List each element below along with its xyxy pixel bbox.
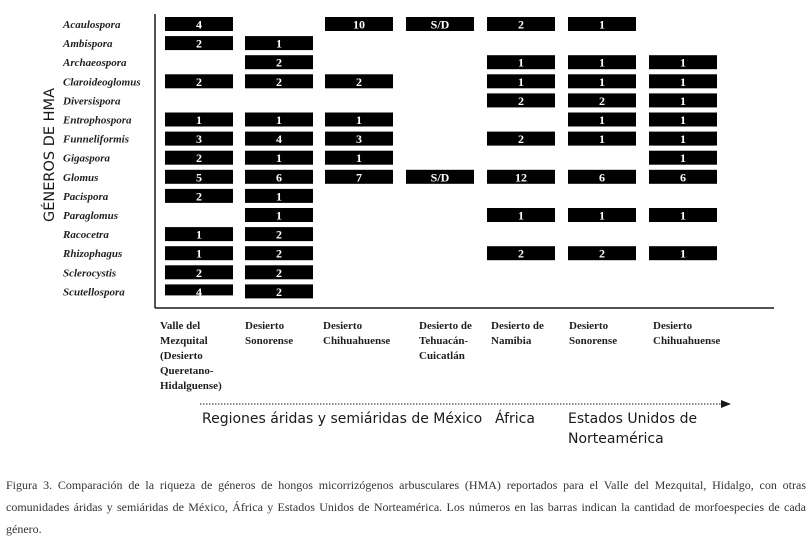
region-label: Namibia (491, 335, 532, 347)
count-label: S/D (430, 17, 450, 32)
count-label: 1 (276, 189, 282, 204)
genus-label: Funneliformis (63, 133, 130, 146)
genus-label: Claroideoglomus (63, 76, 141, 89)
count-label: 1 (599, 17, 605, 32)
count-label: 1 (356, 151, 362, 166)
count-label: 2 (276, 74, 282, 89)
region-label: Chihuahuense (653, 335, 721, 347)
count-label: 1 (196, 113, 202, 127)
genus-label: Ambispora (63, 38, 113, 51)
region-label: Desierto de (419, 320, 472, 332)
genus-label: Paraglomus (63, 210, 119, 222)
count-label: 1 (680, 246, 686, 261)
group-label-usa: Estados Unidos de (568, 411, 698, 427)
genus-label: Glomus (63, 171, 99, 184)
count-label: 1 (680, 151, 686, 166)
genus-label: Pacispora (63, 190, 109, 203)
count-label: 2 (196, 151, 202, 166)
count-label: 6 (680, 170, 686, 185)
count-label: 2 (599, 246, 605, 261)
region-label: Sonorense (569, 335, 618, 347)
genus-label: Entrophospora (63, 114, 132, 127)
count-label: 4 (196, 284, 202, 299)
count-label: 4 (276, 132, 282, 147)
count-label: 1 (276, 208, 282, 223)
count-label: 12 (515, 170, 527, 185)
count-label: 4 (196, 17, 202, 32)
count-label: 2 (518, 246, 524, 261)
region-label: Desierto de (491, 320, 544, 332)
count-label: 1 (518, 74, 524, 89)
count-label: 1 (518, 208, 524, 223)
count-label: 2 (518, 132, 524, 147)
region-label: Queretano- (160, 365, 214, 377)
count-label: 1 (276, 113, 282, 127)
region-label: Desierto (323, 320, 363, 332)
count-label: 6 (276, 170, 282, 185)
count-label: 1 (599, 113, 605, 127)
count-label: 3 (356, 132, 362, 147)
count-label: 5 (196, 170, 202, 185)
region-label: Hidalguense) (160, 380, 222, 392)
count-label: 1 (276, 36, 282, 51)
count-label: 2 (518, 17, 524, 32)
count-label: 2 (276, 284, 282, 299)
region-label: Valle del (160, 320, 201, 332)
region-label: Cuicatlán (419, 350, 465, 362)
count-label: 2 (196, 36, 202, 51)
count-label: 1 (356, 113, 362, 127)
count-label: 1 (196, 227, 202, 242)
count-label: 1 (680, 74, 686, 89)
region-label: Sonorense (245, 335, 294, 347)
count-label: 1 (680, 93, 686, 108)
count-label: 2 (276, 55, 282, 70)
count-label: 2 (196, 265, 202, 280)
region-label: (Desierto (160, 350, 203, 362)
region-label: Desierto (245, 320, 285, 332)
count-label: 1 (599, 55, 605, 70)
count-label: 1 (680, 113, 686, 127)
count-label: 2 (196, 74, 202, 89)
count-label: S/D (430, 170, 450, 185)
genus-label: Scutellospora (63, 286, 125, 299)
region-label: Desierto (653, 320, 693, 332)
figure-caption: Figura 3. Comparación de la riqueza de géneros de hongos micorrizógenos arbusculares (HMA) reportados para el Valle del Mezquital, Hidalgo, con otras comunidades áridas y semiáridas de México, África y Estados Unidos de Norteamérica. Los números en las barras indican la cantidad de morfoespecies de cada género. (6, 478, 806, 536)
genus-label: Sclerocystis (63, 267, 117, 280)
count-label: 2 (599, 93, 605, 108)
count-label: 2 (276, 265, 282, 280)
group-label-mexico: Regiones áridas y semiáridas de México (202, 411, 483, 427)
group-arrow-head (721, 400, 731, 408)
count-label: 10 (353, 17, 365, 32)
genus-label: Diversispora (63, 95, 121, 108)
count-label: 1 (599, 208, 605, 223)
count-label: 6 (599, 170, 605, 185)
group-label-usa: Norteamérica (568, 431, 664, 447)
genus-label: Acaulospora (63, 19, 121, 31)
y-axis-label: GÉNEROS DE HMA (42, 88, 58, 222)
count-label: 1 (196, 246, 202, 261)
region-label: Mezquital (160, 335, 208, 347)
region-label: Chihuahuense (323, 335, 391, 347)
genus-label: Rhizophagus (63, 248, 123, 261)
count-label: 2 (276, 227, 282, 242)
count-label: 1 (599, 132, 605, 147)
region-label: Tehuacán- (419, 335, 469, 347)
genus-label: Racocetra (63, 229, 109, 242)
count-label: 2 (518, 93, 524, 108)
count-label: 2 (276, 246, 282, 261)
count-label: 2 (196, 189, 202, 204)
count-label: 1 (680, 55, 686, 70)
count-label: 3 (196, 132, 202, 147)
group-label-africa: África (495, 411, 535, 427)
count-label: 2 (356, 74, 362, 89)
region-label: Desierto (569, 320, 609, 332)
count-label: 1 (276, 151, 282, 166)
genus-label: Gigaspora (63, 152, 111, 165)
count-label: 1 (599, 74, 605, 89)
count-label: 1 (680, 208, 686, 223)
genus-label: Archaeospora (63, 57, 127, 70)
count-label: 1 (680, 132, 686, 147)
count-label: 1 (518, 55, 524, 70)
count-label: 7 (356, 170, 362, 185)
